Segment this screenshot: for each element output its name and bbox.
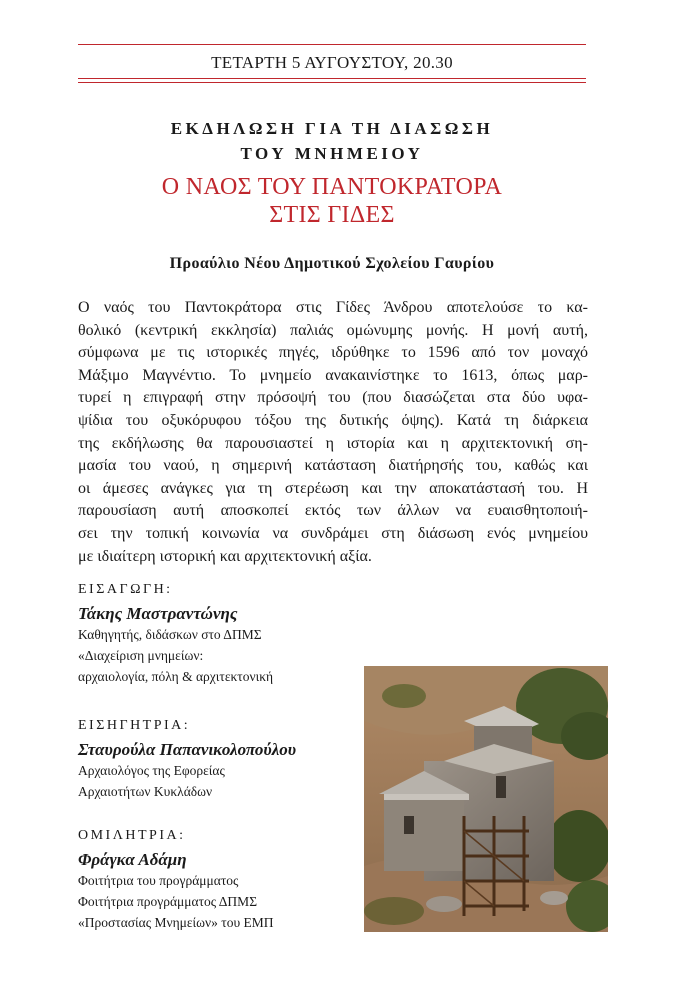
speaker-role-line: Αρχαιολόγος της Εφορείας (78, 763, 225, 778)
monument-title (78, 173, 586, 229)
paragraph-line: της εκδήλωσης θα παρουσιαστεί η ιστορία και η αρχιτεκτονική ση- (78, 434, 588, 452)
speaker-heading: ΕΙΣΗΓΗΤΡΙΑ: (78, 718, 191, 733)
event-heading-line-1: ΕΚΔΗΛΩΣΗ ΓΙΑ ΤΗ ΔΙΑΣΩΣΗ (170, 119, 494, 138)
presenter-name: Φράγκα Αδάμη (78, 850, 187, 869)
paragraph-line: θολικό (κεντρική εκκλησία) παλιάς ομώνυμης μονής. Η μονή αυτή, (78, 321, 588, 339)
paragraph-line: παρουσίαση αυτή αποσκοπεί εκτός των άλλων να ευαισθητοποιή- (78, 502, 588, 520)
speaker-role-line: Αρχαιοτήτων Κυκλάδων (78, 784, 213, 799)
paragraph-line: Ο ναός του Παντοκράτορα στις Γίδες Άνδρου αποτελούσε το κα- (78, 299, 588, 316)
presenter-role-line: Φοιτήτρια του προγράμματος (78, 873, 239, 888)
presenter-role-line: «Προστασίας Μνημείων» του ΕΜΠ (78, 915, 274, 930)
monument-title-line-1: Ο ΝΑΟΣ ΤΟΥ ΠΑΝΤΟΚΡΑΤΟΡΑ (161, 174, 503, 200)
speaker-name: Σταυρούλα Παπανικολοπούλου (78, 740, 297, 759)
paragraph-line: ψίδια του οξυκόρυφου τόξου της δυτικής όψης). Κατά τη διάρκεια (78, 411, 588, 429)
presenter-role-line: Φοιτήτρια προγράμματος ΔΠΜΣ (78, 894, 258, 909)
event-heading (78, 116, 586, 166)
top-rule (78, 44, 586, 45)
monument-title-line-2: ΣΤΙΣ ΓΙΔΕΣ (269, 202, 395, 228)
presenter-heading: ΟΜΙΛΗΤΡΙΑ: (78, 828, 186, 843)
double-rule-lower (78, 82, 586, 83)
church-photo (364, 666, 608, 932)
paragraph-line: οι άμεσες ανάγκες για τη στερέωση και την αποκατάστασή του. Η (78, 479, 588, 497)
paragraph-line: Μάξιμο Μαγνέντιο. Το μνημείο ανακαινίστηκε το 1613, όπως μαρ- (78, 366, 588, 384)
paragraph-line: με ιδιαίτερη ιστορική και αρχιτεκτονική αξία. (78, 547, 372, 565)
intro-role-line: αρχαιολογία, πόλη & αρχιτεκτονική (78, 669, 274, 684)
church-photo-illustration (364, 666, 608, 932)
intro-heading: ΕΙΣΑΓΩΓΗ: (78, 582, 173, 597)
venue: Προαύλιο Νέου Δημοτικού Σχολείου Γαυρίου (169, 255, 495, 272)
presenter-section (78, 828, 274, 933)
intro-section (78, 582, 273, 687)
event-date: ΤΕΤΑΡΤΗ 5 ΑΥΓΟΥΣΤΟΥ, 20.30 (211, 53, 453, 72)
paragraph-line: σει την τοπική κοινωνία να συνδράμει στη διάσωση ενός μνημείου (78, 524, 588, 542)
intro-role-line: «Διαχείριση μνημείων: (78, 648, 204, 663)
paragraph-line: τυρεί η επιγραφή στην πρόσοψή του (που διασώζεται στα δύο υφα- (78, 389, 588, 407)
intro-role-line: Καθηγητής, διδάσκων στο ΔΠΜΣ (78, 627, 262, 642)
paragraph-line: μασία του ναού, η σημερινή κατάσταση διατήρησής του, καθώς και (78, 457, 588, 475)
double-rule-upper (78, 78, 586, 79)
paragraph-line: σύμφωνα με τις ιστορικές πηγές, ιδρύθηκε το 1596 από τον μοναχό (78, 344, 588, 362)
intro-name: Τάκης Μαστραντώνης (78, 604, 238, 623)
description-paragraph (78, 297, 588, 568)
event-heading-line-2: ΤΟΥ ΜΝΗΜΕΙΟΥ (240, 144, 424, 163)
speaker-section (78, 718, 296, 802)
